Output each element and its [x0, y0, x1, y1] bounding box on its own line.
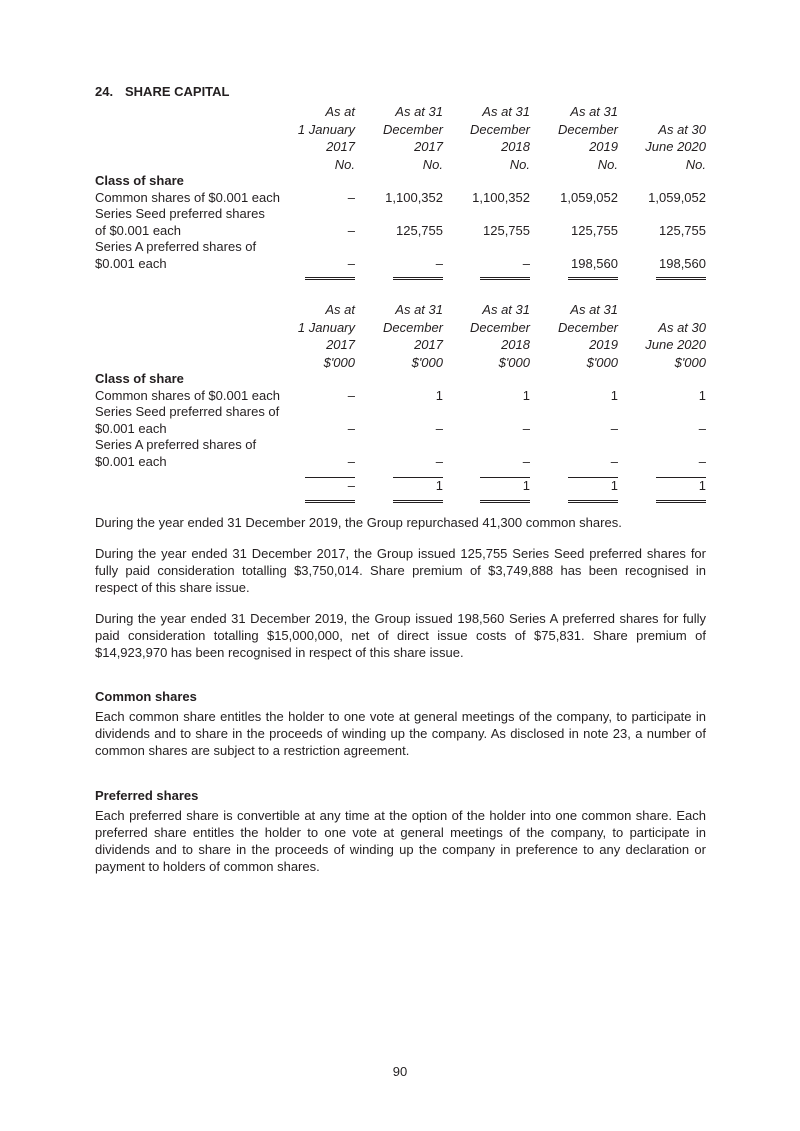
total-cell: 1 [610, 478, 618, 493]
table-cell: 1 [522, 387, 530, 403]
single-rule-row [95, 470, 706, 478]
double-rule-row [95, 495, 706, 503]
table-header-row [95, 301, 706, 319]
table-cell: – [347, 255, 355, 271]
header-cell: As at 31 [570, 104, 618, 119]
table-cell: 125,755 [571, 222, 618, 238]
header-cell: $'000 [411, 354, 443, 370]
paragraph-repurchase: During the year ended 31 December 2019, the Group repurchased 41,300 common shares. [95, 515, 622, 530]
table-cell: 1,059,052 [560, 189, 618, 205]
table-cell: – [610, 453, 618, 469]
header-cell: As at 31 [482, 104, 530, 119]
double-rule-row [95, 272, 706, 280]
total-row [95, 478, 706, 495]
table-cell: 1 [435, 387, 443, 403]
row-label: $0.001 each [95, 255, 167, 271]
header-cell: 2017 [326, 139, 355, 154]
table-row [95, 173, 706, 190]
row-label: Series A preferred shares of [95, 437, 257, 452]
table-cell: – [347, 420, 355, 436]
double-underline [568, 500, 618, 503]
table-header-row [95, 319, 706, 337]
preferred-shares-text: Each preferred share is convertible at any time at the option of the holder into one common share. Each preferred share entitles the holder to one vote at general meetings of the company, to participate in dividends and to share in the proceeds of winding up the company in preference to any declaration or payment to holders of common shares. [95, 808, 706, 874]
common-shares-heading: Common shares [95, 689, 197, 704]
header-cell: 1 January [297, 121, 355, 137]
header-cell: 2017 [414, 139, 443, 154]
table-row [95, 437, 706, 454]
header-cell: 2018 [501, 139, 530, 154]
header-cell [618, 301, 706, 319]
double-underline [393, 500, 443, 503]
header-cell: December [470, 121, 530, 137]
table-row [95, 371, 706, 388]
header-cell: 2017 [326, 337, 355, 352]
double-underline [568, 277, 618, 280]
table-cell: 125,755 [483, 222, 530, 238]
table-cell: – [610, 420, 618, 436]
double-underline [480, 500, 530, 503]
row-label: Series Seed preferred shares of [95, 404, 280, 419]
header-cell: As at 31 [395, 104, 443, 119]
header-cell: No. [509, 156, 530, 172]
preferred-shares-heading: Preferred shares [95, 788, 199, 803]
table-cell: – [698, 453, 706, 469]
table-row [95, 190, 706, 207]
table-row [95, 404, 706, 421]
table-header-row [95, 138, 706, 156]
class-of-share-label: Class of share [95, 173, 184, 188]
header-cell: December [470, 319, 530, 335]
table-cell: 198,560 [659, 255, 706, 271]
table-cell: – [698, 420, 706, 436]
table-row [95, 223, 706, 240]
header-cell: $'000 [323, 354, 355, 370]
double-underline [656, 277, 706, 280]
header-cell: As at [325, 104, 355, 119]
header-cell: December [383, 319, 443, 335]
table-row [95, 421, 706, 438]
table-cell: – [522, 255, 530, 271]
row-label: $0.001 each [95, 420, 167, 436]
share-amount-table [95, 301, 706, 503]
header-cell: 1 January [297, 319, 355, 335]
header-cell: June 2020 [645, 139, 706, 154]
row-label: Common shares of $0.001 each [95, 387, 280, 403]
table-header-row [95, 103, 706, 121]
row-label: Series Seed preferred shares [95, 206, 265, 221]
row-label: Series A preferred shares of [95, 239, 257, 254]
paragraph-series-a-issue: During the year ended 31 December 2019, the Group issued 198,560 Series A preferred shares for fully paid consideration totalling $15,000,000, net of direct issue costs of $75,831. Share premium of $14,923,970 has been recognised in respect of this share issue. [95, 611, 706, 660]
header-cell: As at 31 [570, 302, 618, 317]
double-underline [305, 277, 355, 280]
common-shares-text: Each common share entitles the holder to one vote at general meetings of the company, to participate in dividends and to share in the proceeds of winding up the company. As disclosed in note 23, a number of common shares are subject to a restriction agreement. [95, 709, 706, 758]
header-cell: June 2020 [645, 337, 706, 352]
header-cell: 2019 [589, 139, 618, 154]
table-cell: – [435, 255, 443, 271]
total-cell: – [347, 478, 355, 493]
share-count-table [95, 103, 706, 280]
header-cell: 2019 [589, 337, 618, 352]
table-row [95, 256, 706, 273]
section-heading: SHARE CAPITAL [125, 84, 230, 99]
header-cell: No. [597, 156, 618, 172]
header-cell: $'000 [586, 354, 618, 370]
table-header-row [95, 354, 706, 372]
table-row [95, 454, 706, 471]
double-underline [393, 277, 443, 280]
total-cell: 1 [698, 478, 706, 493]
header-cell: 2018 [501, 337, 530, 352]
header-cell: As at 31 [482, 302, 530, 317]
table-cell: 1,100,352 [385, 189, 443, 205]
table-row [95, 388, 706, 405]
section-number: 24. [95, 84, 114, 99]
row-label: $0.001 each [95, 453, 167, 469]
total-cell: 1 [435, 478, 443, 493]
table-cell: 1 [698, 387, 706, 403]
table-header-row [95, 121, 706, 139]
table-cell: 1,059,052 [648, 189, 706, 205]
class-of-share-label: Class of share [95, 371, 184, 386]
table-cell: 1 [610, 387, 618, 403]
header-cell: As at 30 [658, 121, 706, 137]
table-cell: – [347, 387, 355, 403]
header-cell: 2017 [414, 337, 443, 352]
header-cell: No. [685, 156, 706, 172]
header-cell: As at 31 [395, 302, 443, 317]
double-underline [305, 500, 355, 503]
total-cell: 1 [522, 478, 530, 493]
table-cell: 125,755 [396, 222, 443, 238]
table-row [95, 206, 706, 223]
table-cell: – [522, 453, 530, 469]
table-cell: 198,560 [571, 255, 618, 271]
row-label: Common shares of $0.001 each [95, 189, 280, 205]
header-cell: No. [422, 156, 443, 172]
table-cell: 125,755 [659, 222, 706, 238]
row-label: of $0.001 each [95, 222, 182, 238]
table-cell: 1,100,352 [472, 189, 530, 205]
header-cell [618, 103, 706, 121]
section-title [95, 84, 229, 99]
double-underline [656, 500, 706, 503]
header-cell: December [383, 121, 443, 137]
header-cell: December [558, 319, 618, 335]
table-cell: – [347, 189, 355, 205]
header-cell: $'000 [674, 354, 706, 370]
table-cell: – [347, 453, 355, 469]
table-row [95, 239, 706, 256]
table-header-row [95, 336, 706, 354]
header-cell: $'000 [498, 354, 530, 370]
double-underline [480, 277, 530, 280]
header-cell: As at 30 [658, 319, 706, 335]
table-cell: – [435, 453, 443, 469]
header-cell: As at [325, 302, 355, 317]
table-cell: – [435, 420, 443, 436]
paragraph-seed-issue: During the year ended 31 December 2017, the Group issued 125,755 Series Seed preferred shares for fully paid consideration totalling $3,750,014. Share premium of $3,749,888 has been recognised in respect of this share issue. [95, 546, 706, 595]
table-header-row [95, 156, 706, 174]
header-cell: No. [334, 156, 355, 172]
table-cell: – [347, 222, 355, 238]
page-number: 90 [392, 1064, 408, 1079]
table-cell: – [522, 420, 530, 436]
header-cell: December [558, 121, 618, 137]
